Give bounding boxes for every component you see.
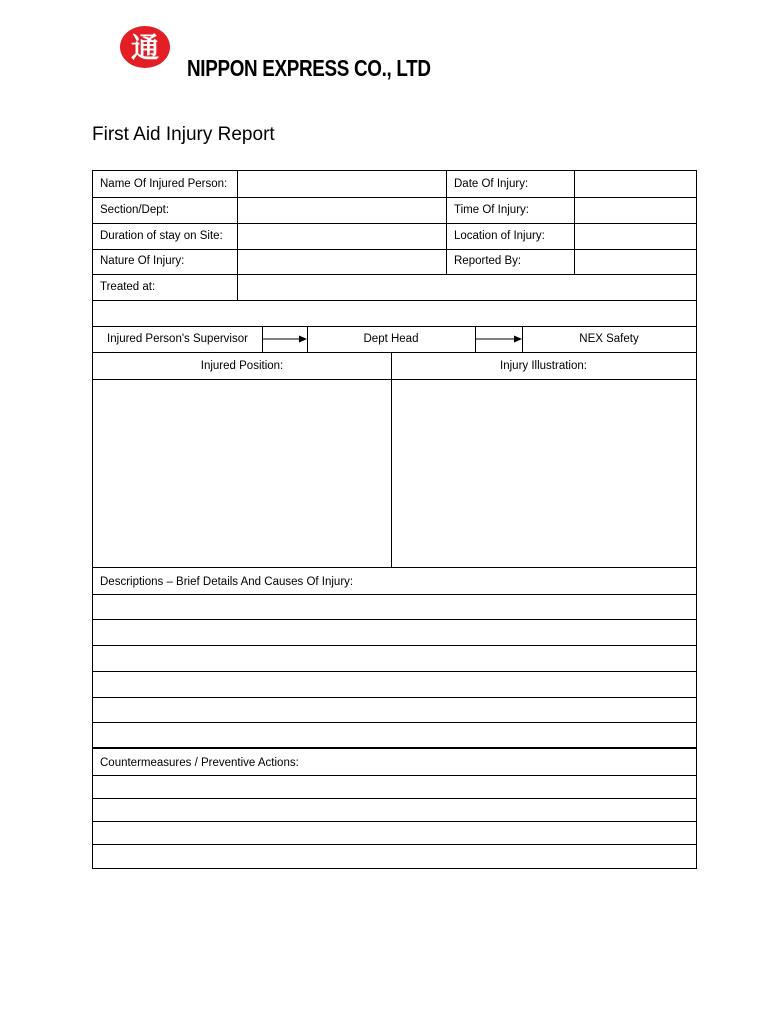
flow-arrow-icon [263,334,307,344]
flow-arrow-icon [476,334,522,344]
logo-glyph: 通 [130,31,160,64]
label-treated-at: Treated at: [100,281,156,293]
label-descriptions: Descriptions – Brief Details And Causes Of Injury: [100,576,354,588]
label-injured-person-name: Name Of Injured Person: [100,178,228,190]
company-name: NIPPON EXPRESS CO., LTD [187,55,431,81]
company-logo [119,25,171,69]
label-countermeasures: Countermeasures / Preventive Actions: [100,757,299,769]
label-location-of-injury: Location of Injury: [454,230,545,242]
label-date-of-injury: Date Of Injury: [454,178,529,190]
injury-report-form [92,170,697,869]
label-time-of-injury: Time Of Injury: [454,204,529,216]
label-nature-of-injury: Nature Of Injury: [100,255,185,267]
label-reported-by: Reported By: [454,255,522,267]
flow-nex-safety: NEX Safety [579,333,639,345]
report-title: First Aid Injury Report [92,124,275,145]
label-duration-of-stay: Duration of stay on Site: [100,230,223,242]
label-injury-illustration: Injury Illustration: [500,360,587,372]
flow-dept-head: Dept Head [363,333,419,345]
label-section-dept: Section/Dept: [100,204,170,216]
flow-supervisor: Injured Person's Supervisor [107,333,248,345]
label-injured-position: Injured Position: [200,360,284,372]
